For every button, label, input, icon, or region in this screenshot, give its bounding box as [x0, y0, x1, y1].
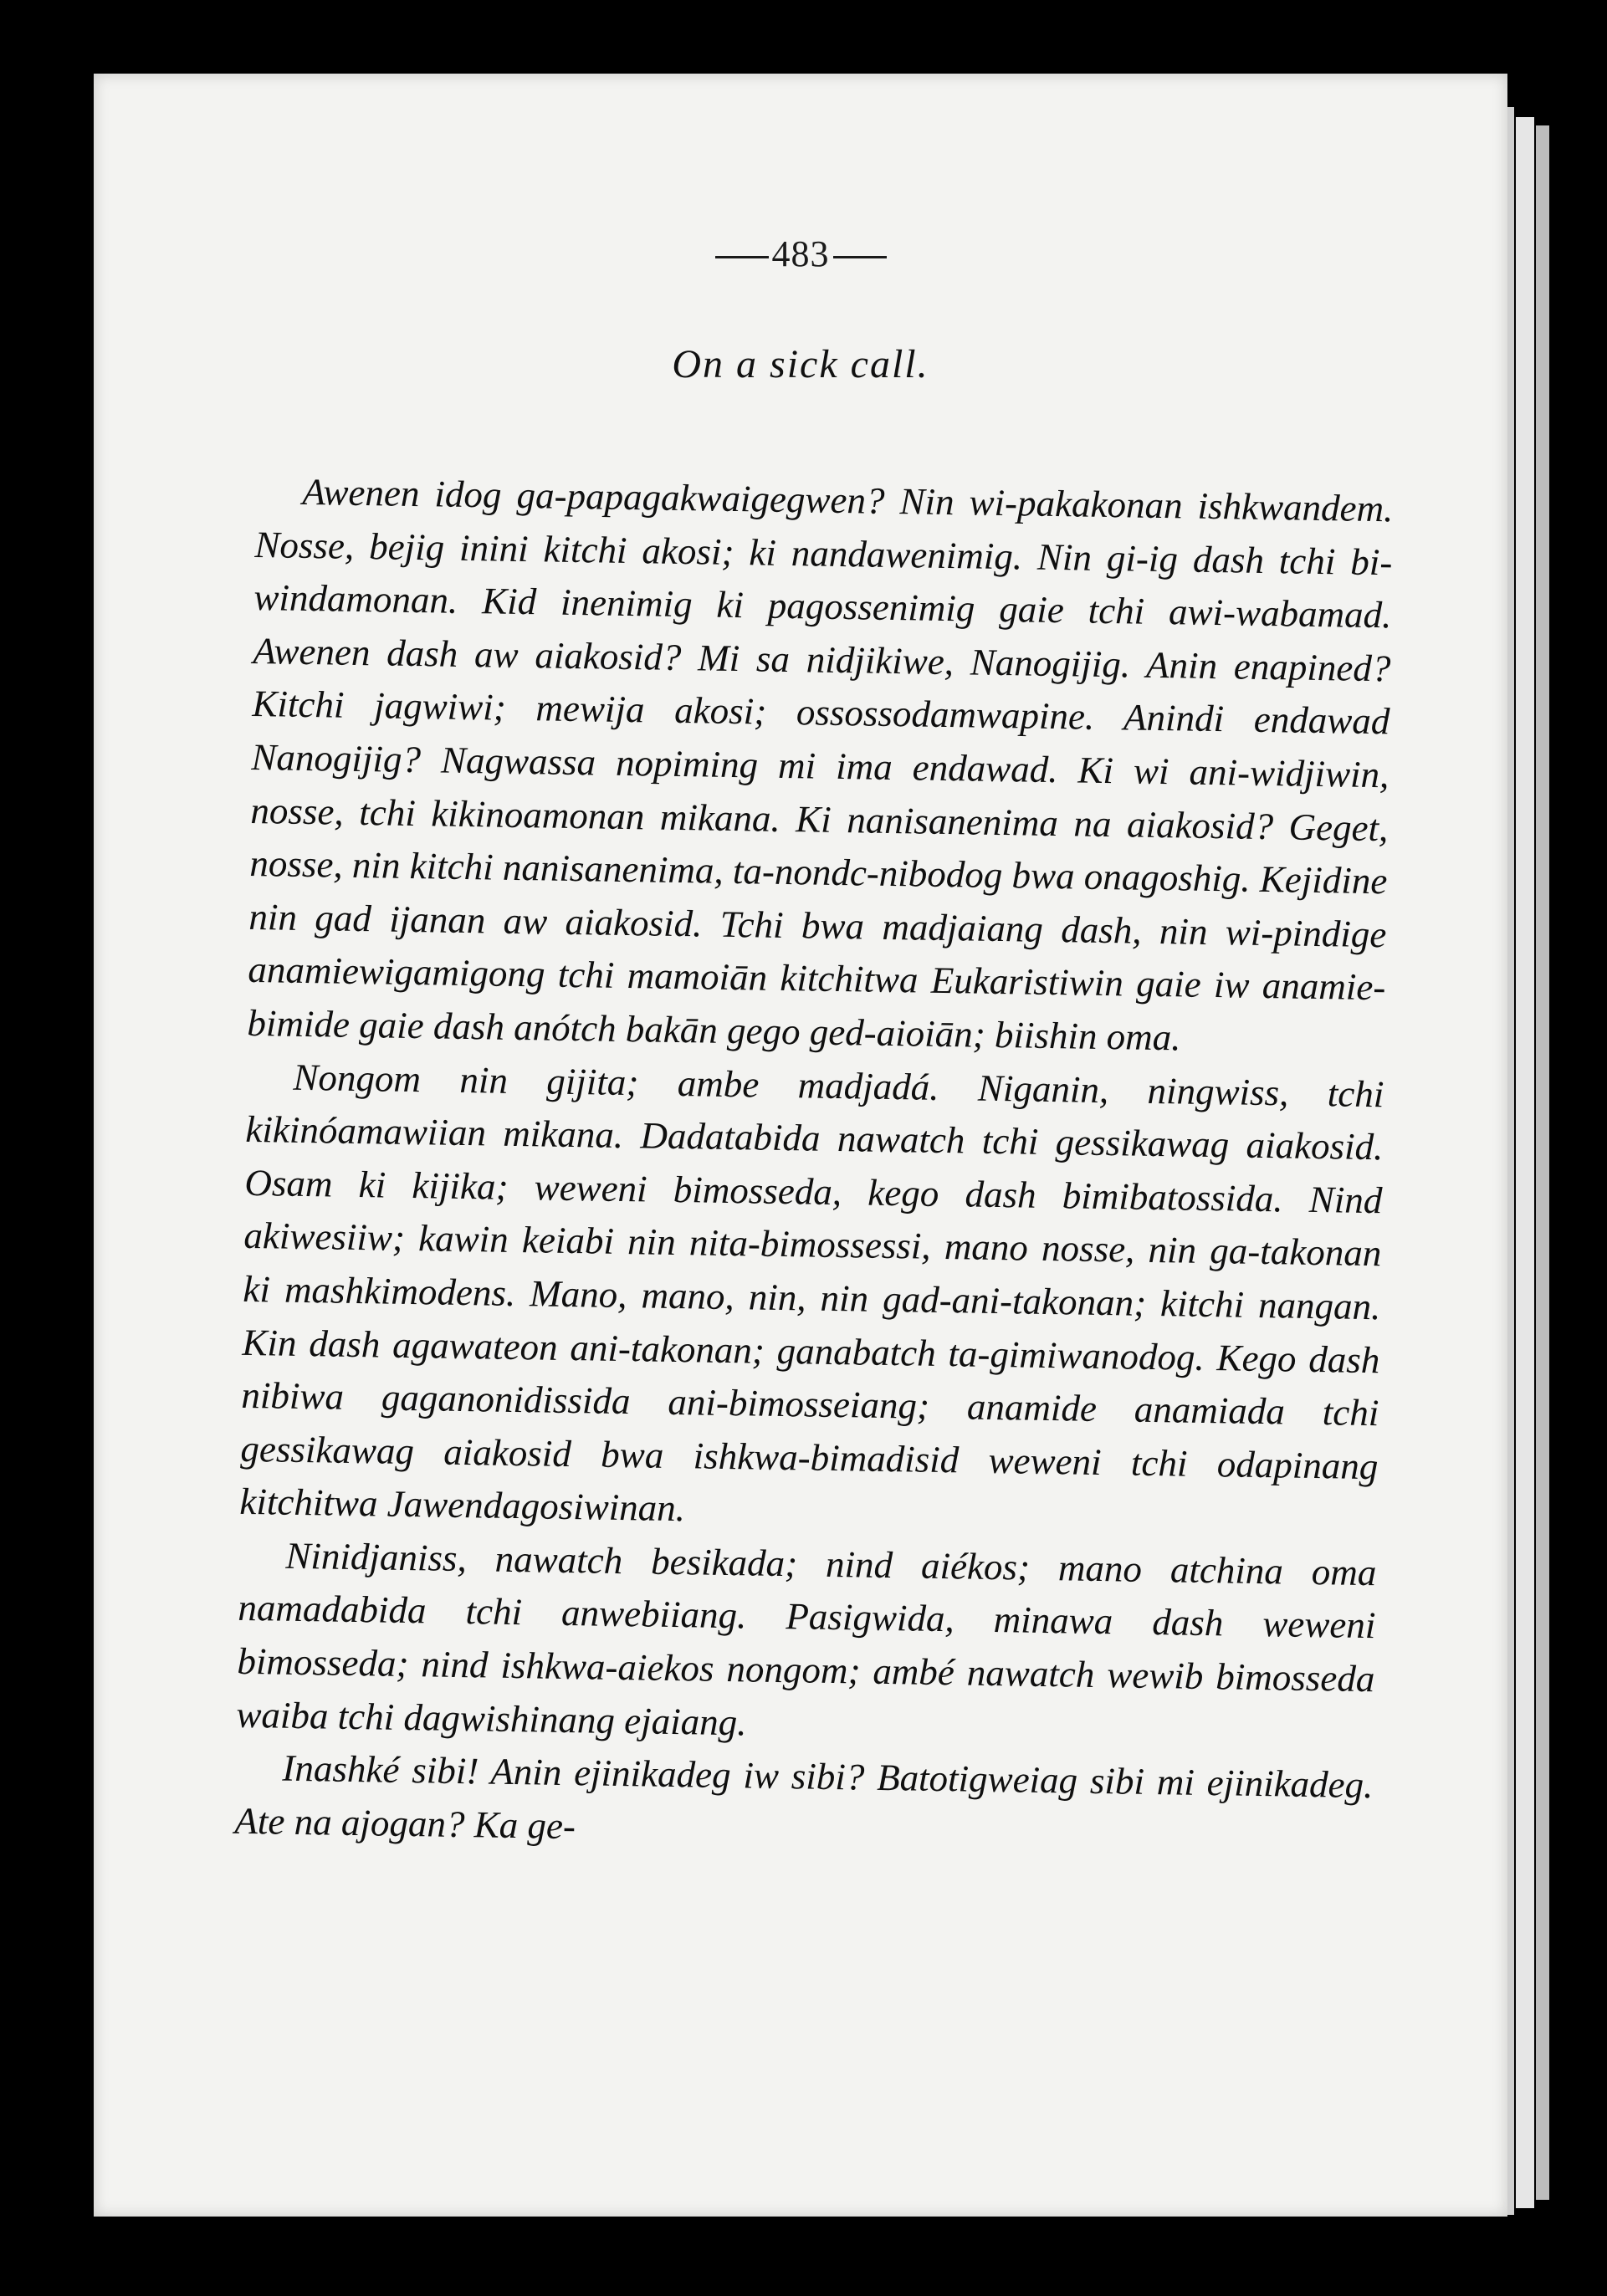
page-number-dash-right	[833, 256, 887, 258]
page-number: 483	[771, 233, 830, 274]
paragraph: Inashké sibi! Anin ejinikadeg iw sibi? Batotigweiag sibi mi ejinikadeg. Ate na ajogan? Ka ge-	[234, 1746, 1374, 1848]
book-page	[94, 74, 1507, 2217]
body-text	[234, 465, 1394, 1866]
page-number-line	[94, 233, 1507, 275]
page-number-dash-left	[715, 256, 769, 258]
paragraph: Ninidjaniss, nawatch besikada; nind aiékos; mano atchina oma namadabida tchi anwebiiang. Pasigwida, minawa dash weweni bimosseda; nind ishkwa-aiekos nongom; ambé nawatch wewib bimosseda waiba tchi dagwishinang ejaiang.	[236, 1534, 1377, 1744]
paragraph: Awenen idog ga-papagakwaigegwen? Nin wi-pakakonan ishkwandem. Nosse, bejig inini kitchi akosi; ki nandawenimig. Nin gi-ig dash tchi bi-windamonan. Kid inenimig ki pagossenimig gaie tchi awi-wabamad. Awenen dash aw aiakosid? Mi sa nidjikiwe, Nanogijig. Anin enapined? Kitchi jagwiwi; mewija akosi; ossossodamwapine. Anindi endawad Nanogijig? Nagwassa nopiming mi ima endawad. Ki wi ani-widjiwin, nosse, tchi kikinoamonan mikana. Ki nanisanenima na aiakosid? Geget, nosse, nin kitchi nanisanenima, ta-nondc-nibodog bwa onagoshig. Kejidine nin gad ijanan aw aiakosid. Tchi bwa madjaiang dash, nin wi-pindige anamiewigamigong tchi mamoiān kitchitwa Eukaristiwin gaie iw anamie-bimide gaie dash anótch bakān gego ged-aioiān; biishin oma.	[247, 470, 1394, 1059]
paragraph: Nongom nin gijita; ambe madjadá. Niganin, ningwiss, tchi kikinóamawiian mikana. Dadatabida nawatch tchi gessikawag aiakosid. Osam ki kijika; weweni bimosseda, kego dash bimibatossida. Nind akiwesiiw; kawin keiabi nin nita-bimossessi, mano nosse, nin ga-takonan ki mashkimodens. Mano, mano, nin, nin gad-ani-takonan; kitchi nangan. Kin dash agawateon ani-takonan; ganabatch ta-gimiwanodog. Kego dash nibiwa gaganonidissida ani-bimosseiang; anamide anamiada tchi gessikawag aiakosid bwa ishkwa-bimadisid weweni tchi odapinang kitchitwa Jawendagosiwinan.	[239, 1056, 1384, 1530]
section-heading: On a sick call.	[672, 342, 929, 386]
page-edge	[1516, 117, 1534, 2208]
page-edge	[1536, 125, 1549, 2200]
